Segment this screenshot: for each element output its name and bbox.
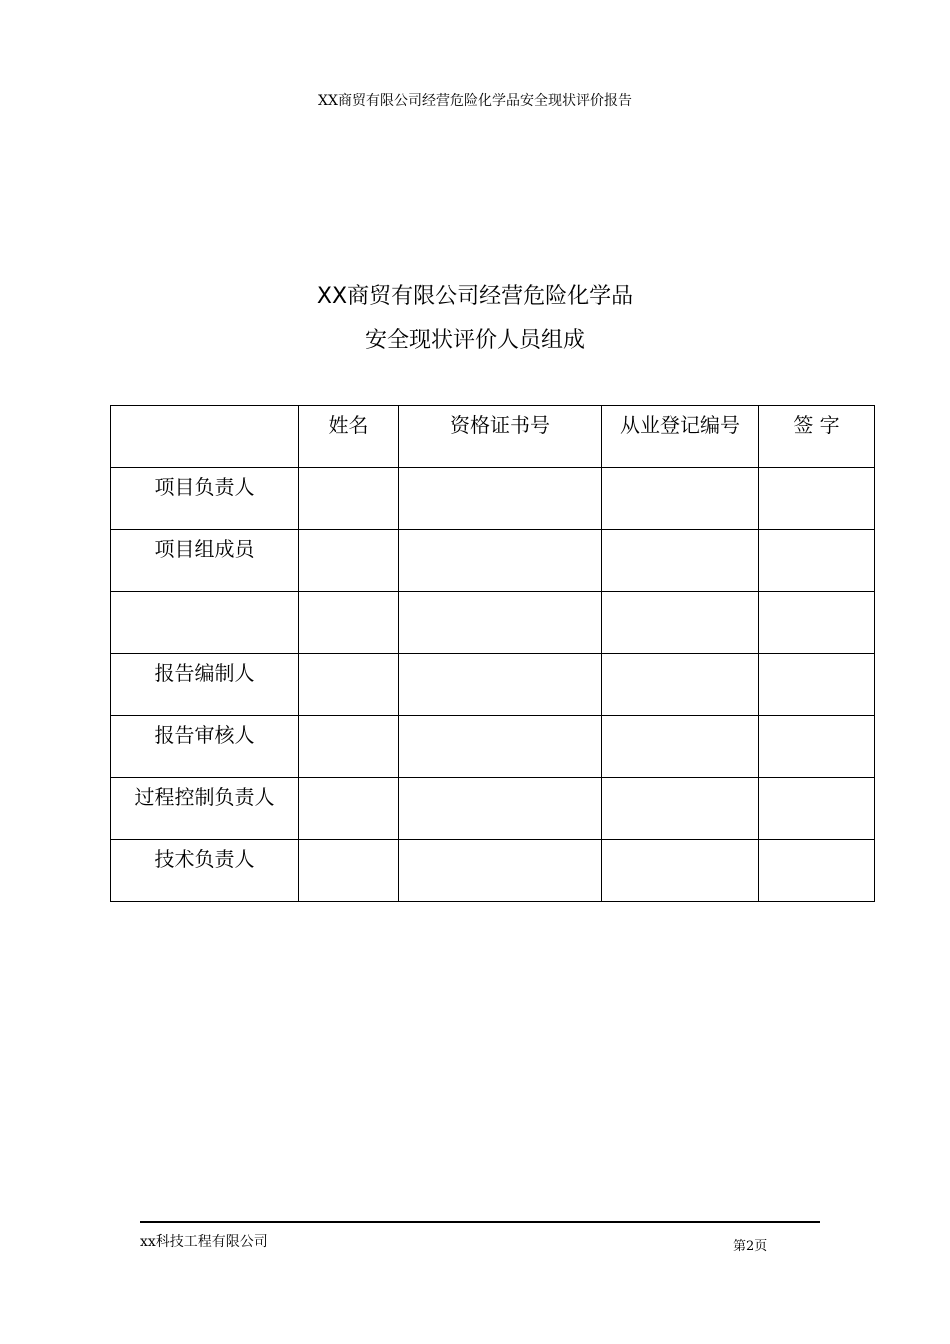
registration-cell xyxy=(602,778,759,840)
signature-cell xyxy=(759,716,875,778)
column-header xyxy=(111,406,299,468)
certificate-cell xyxy=(399,716,602,778)
column-header: 姓名 xyxy=(299,406,399,468)
column-header: 资格证书号 xyxy=(399,406,602,468)
registration-cell xyxy=(602,716,759,778)
table-row xyxy=(111,778,875,840)
footer-company: xx科技工程有限公司 xyxy=(140,1234,268,1250)
name-cell xyxy=(299,654,399,716)
page-number: 第2页 xyxy=(733,1239,768,1254)
signature-cell xyxy=(759,654,875,716)
table-header-row xyxy=(111,406,875,468)
name-cell xyxy=(299,592,399,654)
document-title xyxy=(0,282,950,356)
column-header: 签 字 xyxy=(759,406,875,468)
staff-table xyxy=(110,405,875,902)
running-header: XX商贸有限公司经营危险化学品安全现状评价报告 xyxy=(318,93,632,109)
certificate-cell xyxy=(399,468,602,530)
registration-cell xyxy=(602,468,759,530)
table-row xyxy=(111,530,875,592)
signature-cell xyxy=(759,778,875,840)
role-cell: 项目组成员 xyxy=(111,530,299,592)
column-header: 从业登记编号 xyxy=(602,406,759,468)
table-row xyxy=(111,592,875,654)
registration-cell xyxy=(602,530,759,592)
registration-cell xyxy=(602,654,759,716)
table-row xyxy=(111,468,875,530)
signature-cell xyxy=(759,840,875,902)
certificate-cell xyxy=(399,778,602,840)
table-row xyxy=(111,716,875,778)
registration-cell xyxy=(602,592,759,654)
name-cell xyxy=(299,530,399,592)
signature-cell xyxy=(759,468,875,530)
role-cell: 项目负责人 xyxy=(111,468,299,530)
role-cell: 过程控制负责人 xyxy=(111,778,299,840)
title-line-2: 安全现状评价人员组成 xyxy=(364,328,585,353)
role-cell: 报告审核人 xyxy=(111,716,299,778)
role-cell: 技术负责人 xyxy=(111,840,299,902)
role-cell: 报告编制人 xyxy=(111,654,299,716)
signature-cell xyxy=(759,530,875,592)
certificate-cell xyxy=(399,654,602,716)
name-cell xyxy=(299,716,399,778)
certificate-cell xyxy=(399,840,602,902)
certificate-cell xyxy=(399,530,602,592)
name-cell xyxy=(299,468,399,530)
table-row xyxy=(111,840,875,902)
table-row xyxy=(111,654,875,716)
name-cell xyxy=(299,778,399,840)
certificate-cell xyxy=(399,592,602,654)
footer-divider xyxy=(140,1221,820,1223)
name-cell xyxy=(299,840,399,902)
role-cell xyxy=(111,592,299,654)
signature-cell xyxy=(759,592,875,654)
registration-cell xyxy=(602,840,759,902)
title-line-1: XX商贸有限公司经营危险化学品 xyxy=(316,284,634,309)
